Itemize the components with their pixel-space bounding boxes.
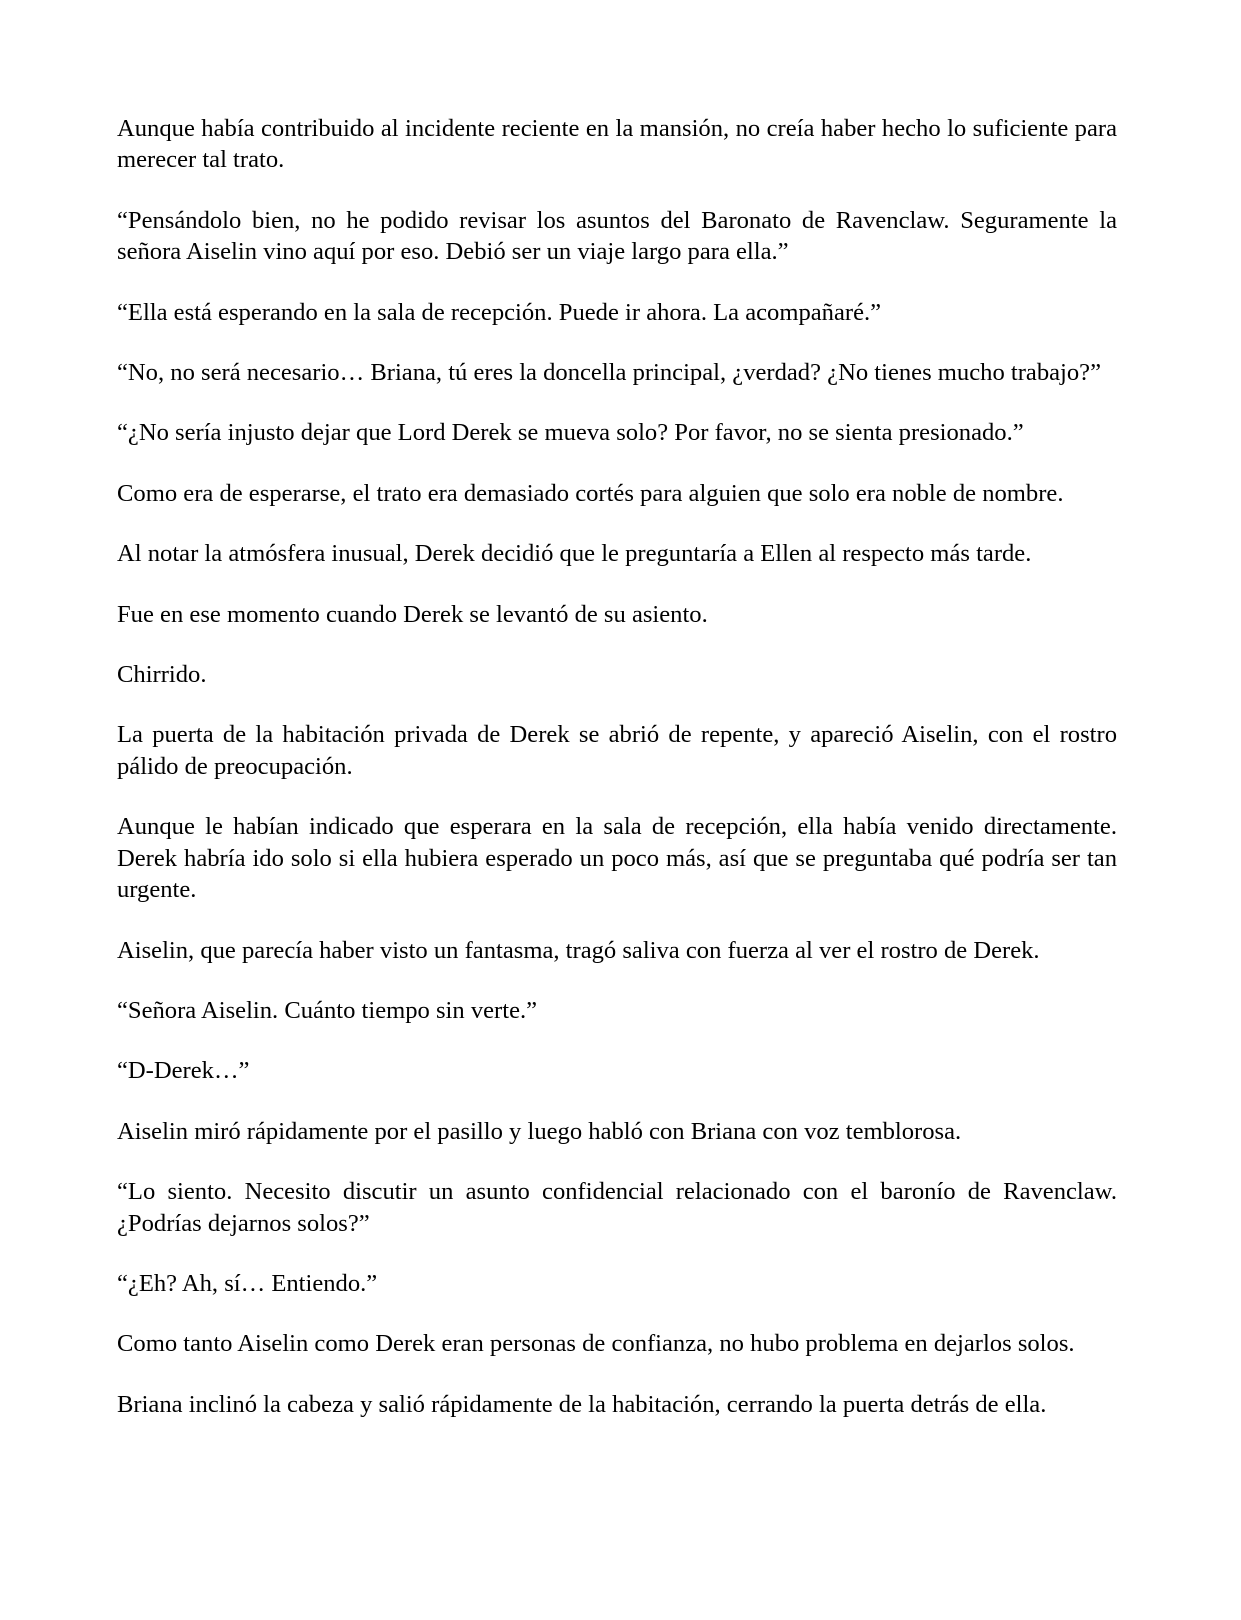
paragraph-5: “¿No sería injusto dejar que Lord Derek se mueva solo? Por favor, no se sienta presionado.”: [117, 419, 1024, 447]
paragraph-16: “Lo siento. Necesito discutir un asunto confidencial relacionado con el baronío de Ravenclaw. ¿Podrías dejarnos solos?”: [117, 1178, 1117, 1237]
paragraph-6: Como era de esperarse, el trato era demasiado cortés para alguien que solo era noble de nombre.: [117, 479, 1064, 507]
paragraph-11: Aunque le habían indicado que esperara en la sala de recepción, ella había venido directamente. Derek habría ido solo si ella hubiera esperado un poco más, así que se preguntaba qué podría ser tan urgente.: [117, 813, 1117, 904]
paragraph-18: Como tanto Aiselin como Derek eran personas de confianza, no hubo problema en dejarlos solos.: [117, 1330, 1075, 1358]
paragraph-1: Aunque había contribuido al incidente reciente en la mansión, no creía haber hecho lo suficiente para merecer tal trato.: [117, 115, 1117, 174]
paragraph-7: Al notar la atmósfera inusual, Derek decidió que le preguntaría a Ellen al respecto más tarde.: [117, 540, 1032, 568]
paragraph-2: “Pensándolo bien, no he podido revisar los asuntos del Baronato de Ravenclaw. Seguramente la señora Aiselin vino aquí por eso. Debió ser un viaje largo para ella.”: [117, 206, 1117, 266]
paragraph-4: “No, no será necesario… Briana, tú eres la doncella principal, ¿verdad? ¿No tienes mucho trabajo?”: [117, 359, 1102, 387]
paragraph-10: La puerta de la habitación privada de Derek se abrió de repente, y apareció Aiselin, con el rostro pálido de preocupación.: [117, 721, 1117, 780]
paragraph-12: Aiselin, que parecía haber visto un fantasma, tragó saliva con fuerza al ver el rostro de Derek.: [117, 936, 1040, 964]
document-body: [117, 113, 1117, 1449]
paragraph-17: “¿Eh? Ah, sí… Entiendo.”: [117, 1269, 378, 1297]
paragraph-13: “Señora Aiselin. Cuánto tiempo sin verte.”: [117, 996, 538, 1024]
paragraph-14: “D-Derek…”: [117, 1057, 250, 1085]
paragraph-3: “Ella está esperando en la sala de recepción. Puede ir ahora. La acompañaré.”: [117, 298, 882, 326]
paragraph-8: Fue en ese momento cuando Derek se levantó de su asiento.: [117, 600, 708, 628]
paragraph-9: Chirrido.: [117, 661, 207, 689]
paragraph-19: Briana inclinó la cabeza y salió rápidamente de la habitación, cerrando la puerta detrás de ella.: [117, 1390, 1047, 1418]
paragraph-15: Aiselin miró rápidamente por el pasillo y luego habló con Briana con voz temblorosa.: [117, 1117, 962, 1145]
